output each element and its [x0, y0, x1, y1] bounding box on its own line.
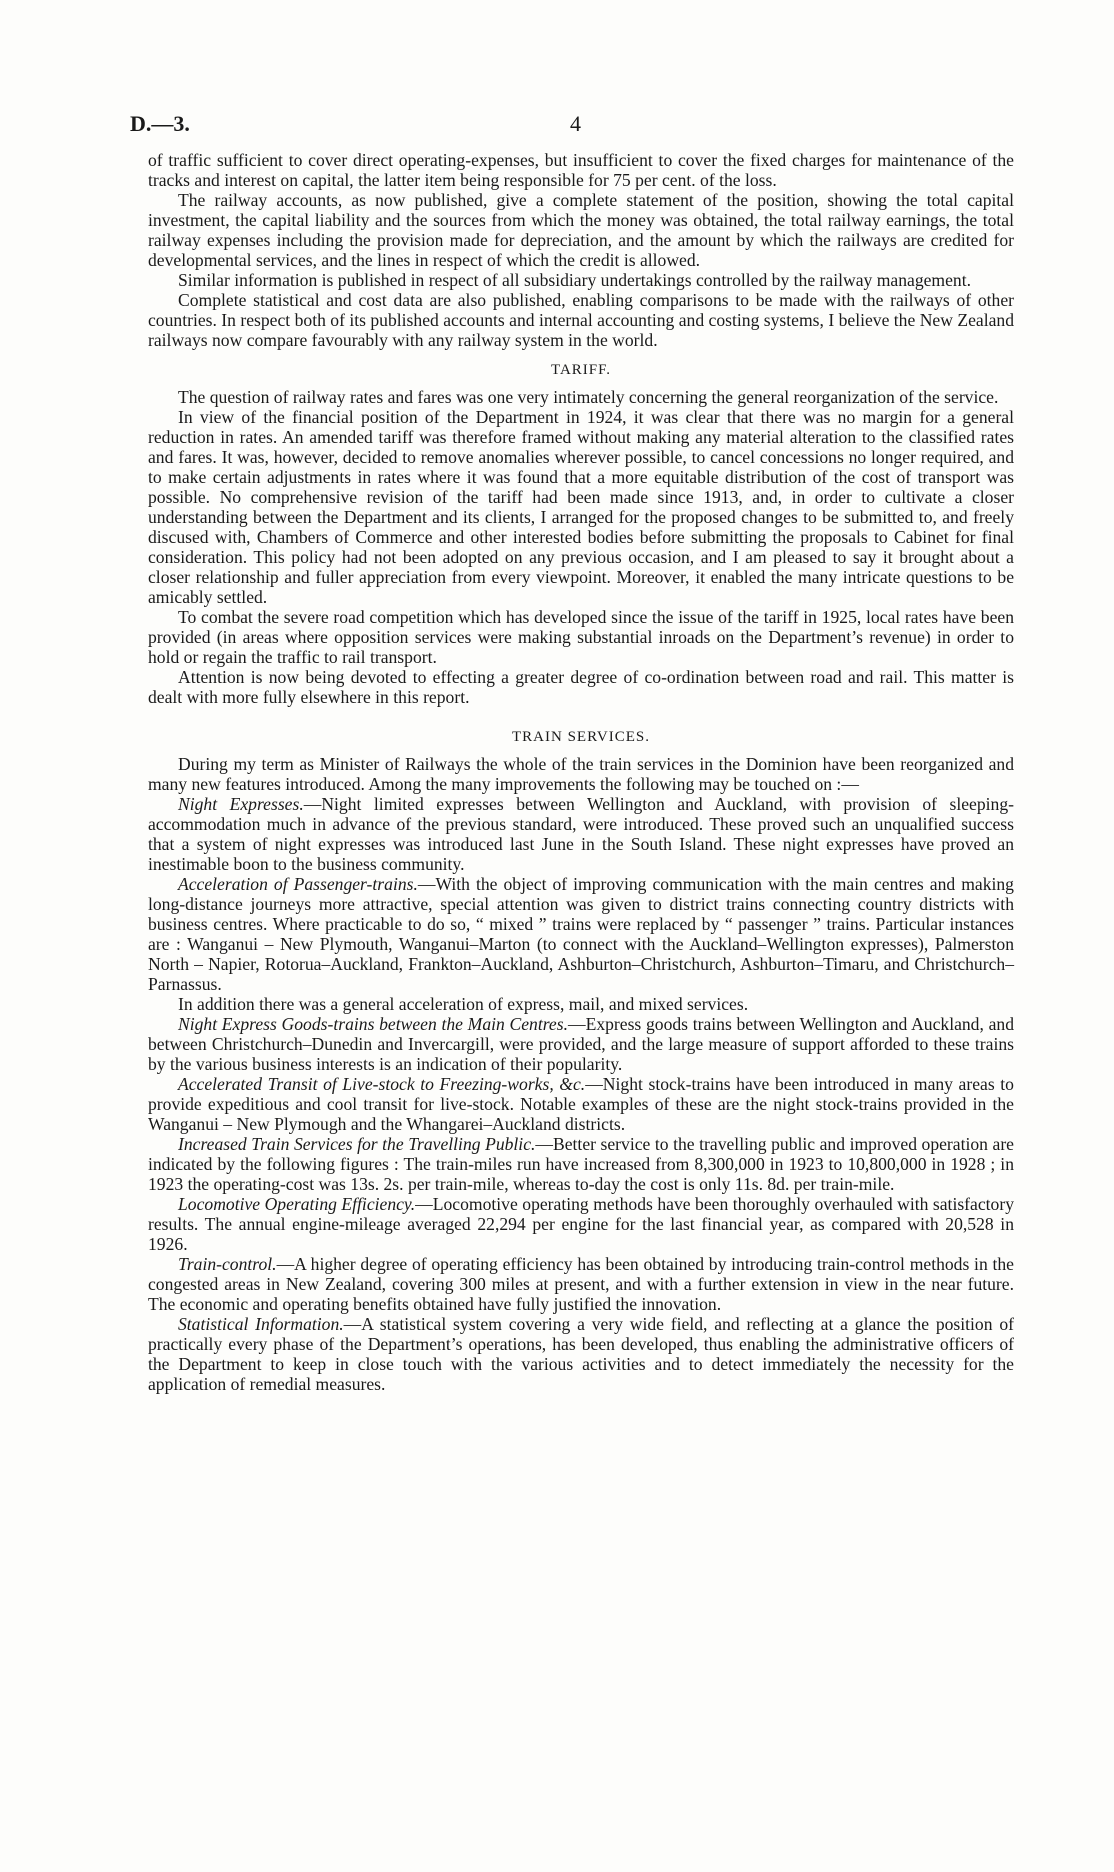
page-header — [130, 111, 984, 144]
paragraph: Similar information is published in respect of all subsidiary undertakings controlled by the railway management. — [178, 270, 971, 290]
run-in-heading: Train-control. — [178, 1254, 277, 1274]
run-in-heading: Acceleration of Passenger-trains. — [178, 874, 418, 894]
paragraph — [148, 1314, 1014, 1394]
paragraph-text: —With the object of improving communication with the main centres and making long-distance journeys more attractive, special attention was given to district trains connecting country districts with business centres. Where practicable to do so, “ mixed ” trains were replaced by “ passenger ” trains. Particular instances are : Wanganui – New Plymouth, Wanganui–Marton (to connect with the Auckland–Wellington expresses), Palmerston North – Napier, Rotorua–Auckland, Frankton–Auckland, Ashburton–Christchurch, Ashburton–Timaru, and Christchurch–Parnassus. — [148, 874, 1014, 994]
paragraph: of traffic sufficient to cover direct operating-expenses, but insufficient to cover the fixed charges for maintenance of the tracks and interest on capital, the latter item being responsible for 75 per cent. of the loss. — [148, 150, 1014, 190]
section-heading-train-services: TRAIN SERVICES. — [512, 729, 650, 745]
paragraph: Attention is now being devoted to effecting a greater degree of co-ordination between road and rail. This matter is dealt with more fully elsewhere in this report. — [148, 667, 1014, 707]
paragraph: The railway accounts, as now published, give a complete statement of the position, showing the total capital investment, the capital liability and the sources from which the money was obtained, the total railway earnings, the total railway expenses including the provision made for depreciation, and the amount by which the railways are credited for developmental services, and the lines in respect of which the credit is allowed. — [148, 190, 1014, 270]
paragraph-text: —Night stock-trains have been introduced in many areas to provide expeditious and cool transit for live-stock. Notable examples of these are the night stock-trains provided in the Wanganui – New Plymough and the Whangarei–Auckland districts. — [148, 1074, 1014, 1134]
paragraph: During my term as Minister of Railways the whole of the train services in the Dominion have been reorganized and many new features introduced. Among the many improvements the following may be touched on :— — [148, 754, 1014, 794]
paragraph — [148, 1254, 1014, 1314]
paragraph-text: —Better service to the travelling public and improved operation are indicated by the following figures : The train-miles run have increased from 8,300,000 in 1923 to 10,800,000 in 1928 ; in 1923 the operating-cost was 13s. 2s. per train-mile, whereas to-day the cost is only 11s. 8d. per train-mile. — [148, 1134, 1014, 1194]
paragraph — [148, 1134, 1014, 1194]
document-reference: D.—3. — [130, 111, 190, 136]
paragraph: The question of railway rates and fares was one very intimately concerning the general reorganization of the service. — [178, 387, 999, 407]
paragraph-text: —Night limited expresses between Wellington and Auckland, with provision of sleeping-accommodation much in advance of the previous standard, were introduced. These proved such an unqualified success that a system of night expresses was introduced last June in the South Island. These night expresses have proved an inestimable boon to the business community. — [148, 794, 1014, 874]
run-in-heading: Statistical Information. — [178, 1314, 344, 1334]
run-in-heading: Accelerated Transit of Live-stock to Freezing-works, &c. — [178, 1074, 586, 1094]
paragraph-text: —A higher degree of operating efficiency has been obtained by introducing train-control methods in the congested areas in New Zealand, covering 300 miles at present, and with a further extension in view in the near future. The economic and operating benefits obtained have fully justified the innovation. — [148, 1254, 1014, 1314]
paragraph — [148, 794, 1014, 874]
run-in-heading: Night Expresses. — [178, 794, 304, 814]
run-in-heading: Locomotive Operating Efficiency. — [178, 1194, 416, 1214]
paragraph: Complete statistical and cost data are also published, enabling comparisons to be made with the railways of other countries. In respect both of its published accounts and internal accounting and costing systems, I believe the New Zealand railways now compare favourably with any railway system in the world. — [148, 290, 1014, 350]
section-heading-tariff: TARIFF. — [550, 362, 612, 378]
paragraph — [148, 1074, 1014, 1134]
paragraph-text: —Express goods trains between Wellington and Auckland, and between Christchurch–Dunedin and Invercargill, were provided, and the large measure of support afforded to these trains by the various business interests is an indication of their popularity. — [148, 1014, 1014, 1074]
paragraph-text: —A statistical system covering a very wide field, and reflecting at a glance the position of practically every phase of the Department’s operations, has been developed, thus enabling the administrative officers of the Department to keep in close touch with the various activities and to detect immediately the necessity for the application of remedial measures. — [148, 1314, 1014, 1394]
run-in-heading: Night Express Goods-trains between the Main Centres. — [178, 1014, 568, 1034]
paragraph — [148, 1194, 1014, 1254]
document-body — [148, 150, 1014, 1394]
paragraph — [148, 874, 1014, 994]
paragraph — [148, 1014, 1014, 1074]
run-in-heading: Increased Train Services for the Travelling Public. — [178, 1134, 536, 1154]
paragraph-text: —Locomotive operating methods have been thoroughly overhauled with satisfactory results. The annual engine-mileage averaged 22,294 per engine for the last financial year, as compared with 20,528 in 1926. — [148, 1194, 1014, 1254]
paragraph: In view of the financial position of the Department in 1924, it was clear that there was no margin for a general reduction in rates. An amended tariff was therefore framed without making any material alteration to the classified rates and fares. It was, however, decided to remove anomalies wherever possible, to cancel concessions no longer required, and to make certain adjustments in rates where it was found that a more equitable distribution of the cost of transport was possible. No comprehensive revision of the tariff had been made since 1913, and, in order to cultivate a closer understanding between the Department and its clients, I arranged for the proposed changes to be submitted to, and freely discused with, Chambers of Commerce and other interested bodies before submitting the proposals to Cabinet for final consideration. This policy had not been adopted on any previous occasion, and I am pleased to say it brought about a closer relationship and fuller appreciation from every viewpoint. Moreover, it enabled the many intricate questions to be amicably settled. — [148, 407, 1014, 607]
paragraph: In addition there was a general acceleration of express, mail, and mixed services. — [178, 994, 749, 1014]
page-number: 4 — [570, 111, 581, 136]
paragraph: To combat the severe road competition which has developed since the issue of the tariff in 1925, local rates have been provided (in areas where opposition services were making substantial inroads on the Department’s revenue) in order to hold or regain the traffic to rail transport. — [148, 607, 1014, 667]
